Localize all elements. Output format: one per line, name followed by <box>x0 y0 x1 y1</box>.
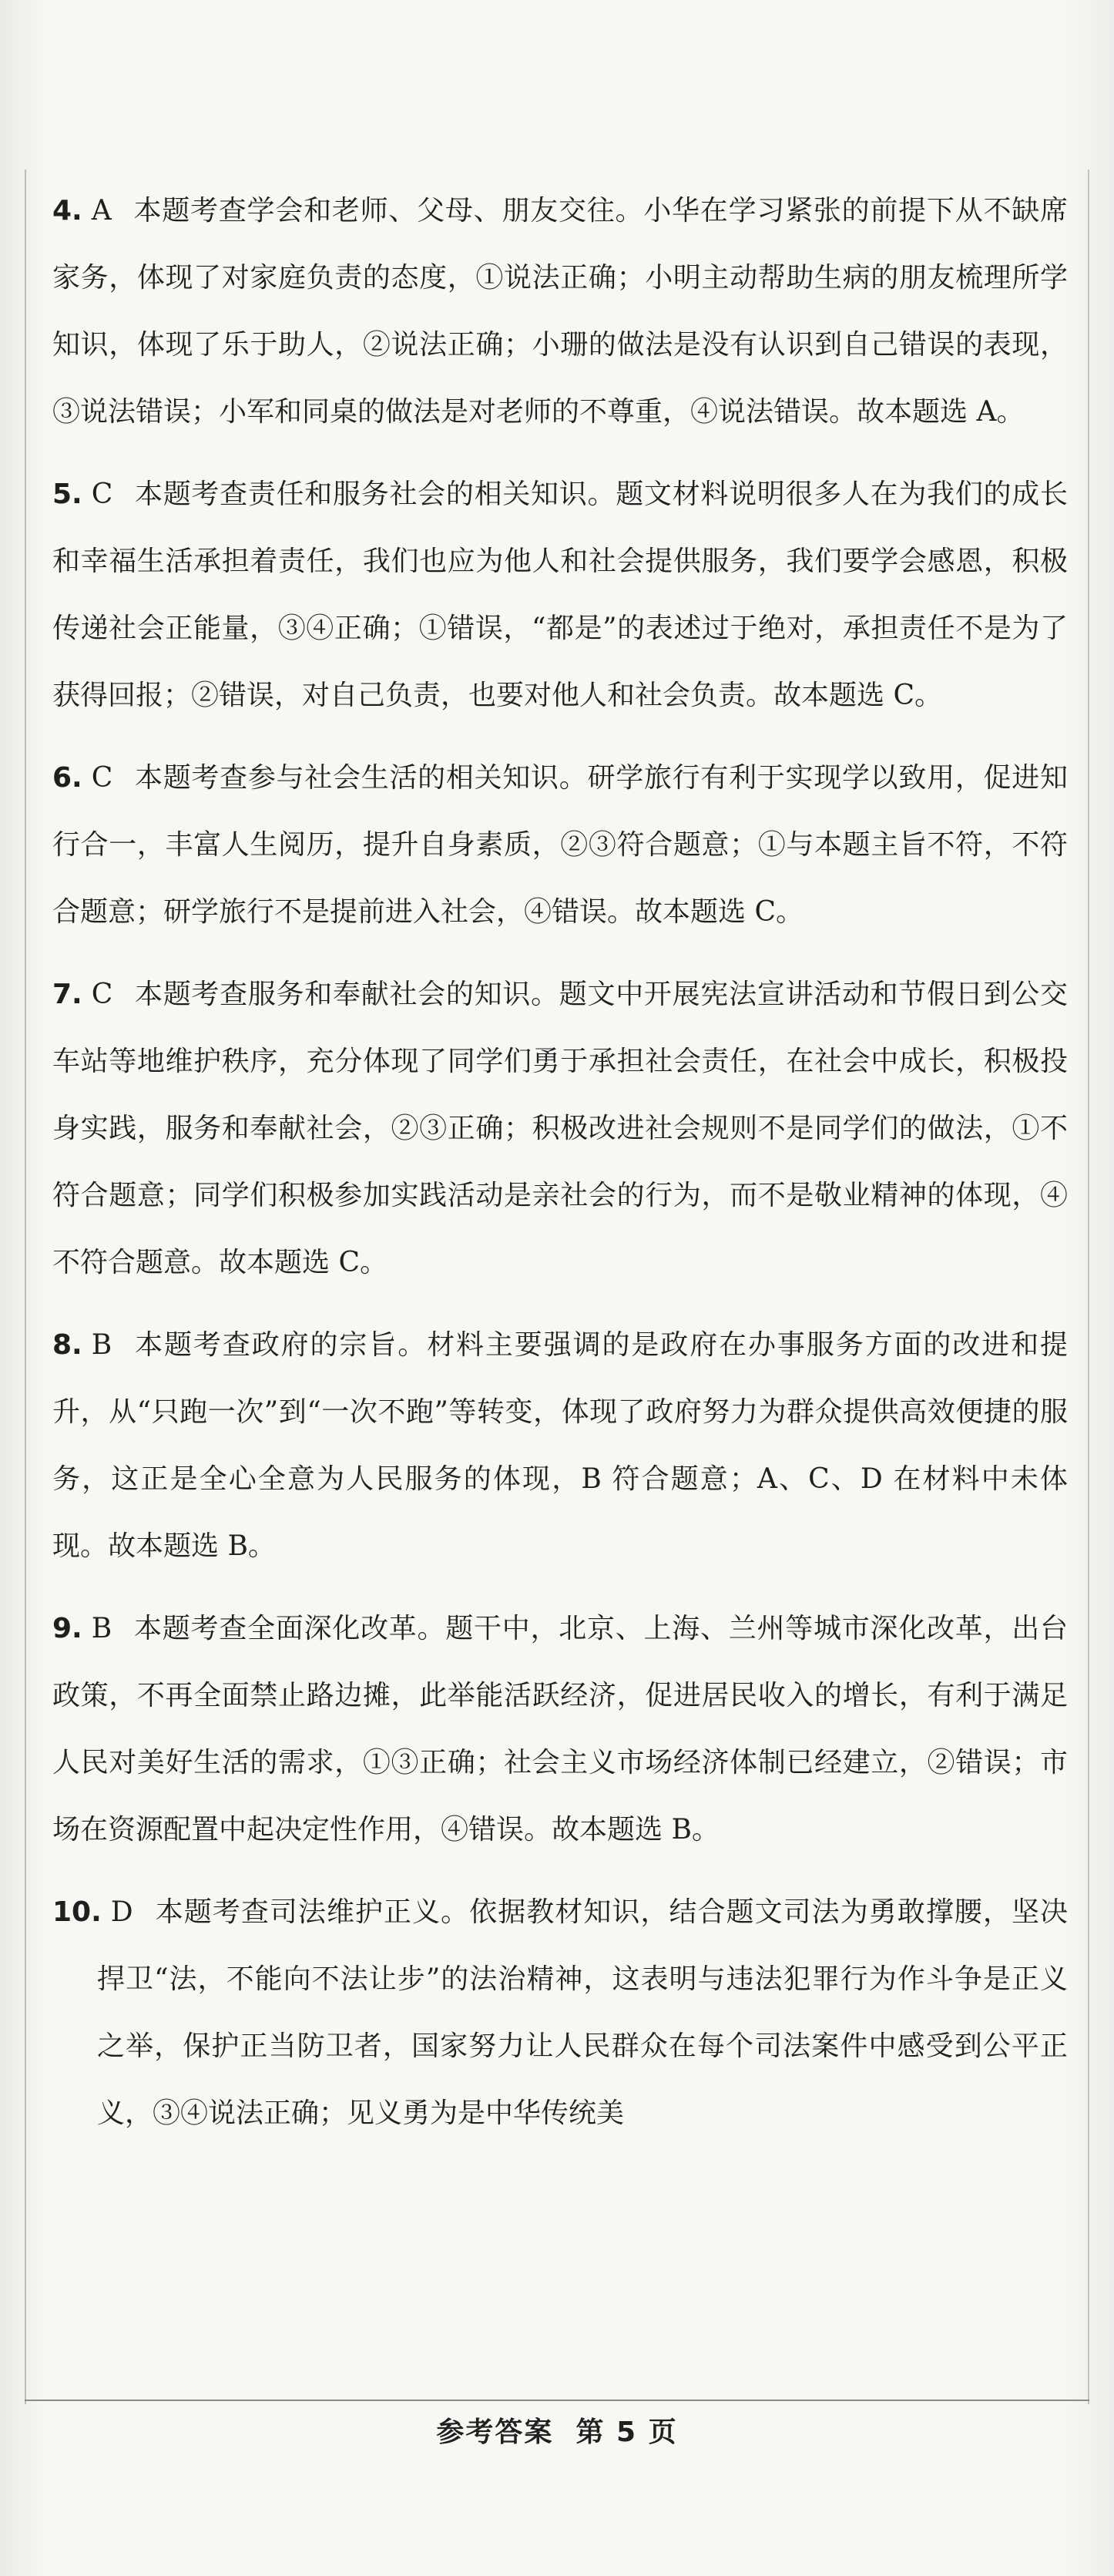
footer-divider <box>25 2400 1089 2401</box>
question-number: 4. <box>52 195 82 227</box>
question-item-6 <box>52 744 1068 945</box>
question-answer: B <box>91 1613 112 1644</box>
question-item-7 <box>52 961 1068 1296</box>
question-explanation: 本题考查责任和服务社会的相关知识。题文材料说明很多人在为我们的成长和幸福生活承担着责任，我们也应为他人和社会提供服务，我们要学会感恩，积极传递社会正能量，③④正确；①错误，“都是”的表述过于绝对，承担责任不是为了获得回报；②错误，对自己负责，也要对他人和社会负责。故本题选 C。 <box>52 479 1068 711</box>
question-number: 8. <box>52 1329 82 1361</box>
question-number: 5. <box>52 479 82 510</box>
question-explanation: 本题考查司法维护正义。依据教材知识，结合题文司法为勇敢撑腰，坚决捍卫“法，不能向不法让步”的法治精神，这表明与违法犯罪行为作斗争是正义之举，保护正当防卫者，国家努力让人民群众在每个司法案件中感受到公平正义，③④说法正确；见义勇为是中华传统美 <box>97 1896 1068 2129</box>
footer-label: 参考答案 <box>436 2416 554 2448</box>
answer-list <box>52 177 1068 2162</box>
question-number: 10. <box>52 1896 102 1928</box>
question-answer: C <box>91 479 113 510</box>
question-explanation: 本题考查参与社会生活的相关知识。研学旅行有利于实现学以致用，促进知行合一，丰富人生阅历，提升自身素质，②③符合题意；①与本题主旨不符，不符合题意；研学旅行不是提前进入社会，④错误。故本题选 C。 <box>52 762 1068 928</box>
question-answer: A <box>91 195 112 227</box>
question-answer: C <box>91 979 113 1010</box>
question-item-4 <box>52 177 1068 445</box>
question-explanation: 本题考查全面深化改革。题干中，北京、上海、兰州等城市深化改革，出台政策，不再全面禁止路边摊，此举能活跃经济，促进居民收入的增长，有利于满足人民对美好生活的需求，①③正确；社会主义市场经济体制已经建立，②错误；市场在资源配置中起决定性作用，④错误。故本题选 B。 <box>52 1613 1068 1846</box>
question-answer: C <box>91 762 113 794</box>
question-number: 7. <box>52 979 82 1010</box>
question-number: 9. <box>52 1613 82 1644</box>
left-margin-rule <box>25 170 26 2404</box>
question-number: 6. <box>52 762 82 794</box>
question-explanation: 本题考查学会和老师、父母、朋友交往。小华在学习紧张的前提下从不缺席家务，体现了对家庭负责的态度，①说法正确；小明主动帮助生病的朋友梳理所学知识，体现了乐于助人，②说法正确；小珊的做法是没有认识到自己错误的表现，③说法错误；小军和同桌的做法是对老师的不尊重，④说法错误。故本题选 A。 <box>52 195 1068 428</box>
page-number: 第 5 页 <box>575 2416 678 2448</box>
question-explanation: 本题考查政府的宗旨。材料主要强调的是政府在办事服务方面的改进和提升，从“只跑一次”到“一次不跑”等转变，体现了政府努力为群众提供高效便捷的服务，这正是全心全意为人民服务的体现，B 符合题意；A、C、D 在材料中未体现。故本题选 B。 <box>52 1329 1068 1562</box>
question-item-9 <box>52 1595 1068 1863</box>
question-answer: D <box>110 1896 133 1928</box>
question-item-10 <box>52 1879 1068 2147</box>
question-answer: B <box>91 1329 112 1361</box>
question-item-8 <box>52 1312 1068 1580</box>
question-explanation: 本题考查服务和奉献社会的知识。题文中开展宪法宣讲活动和节假日到公交车站等地维护秩序，充分体现了同学们勇于承担社会责任，在社会中成长，积极投身实践，服务和奉献社会，②③正确；积极改进社会规则不是同学们的做法，①不符合题意；同学们积极参加实践活动是亲社会的行为，而不是敬业精神的体现，④不符合题意。故本题选 C。 <box>52 979 1068 1278</box>
right-margin-rule <box>1088 170 1089 2404</box>
question-item-5 <box>52 461 1068 729</box>
page-footer <box>0 2410 1114 2450</box>
